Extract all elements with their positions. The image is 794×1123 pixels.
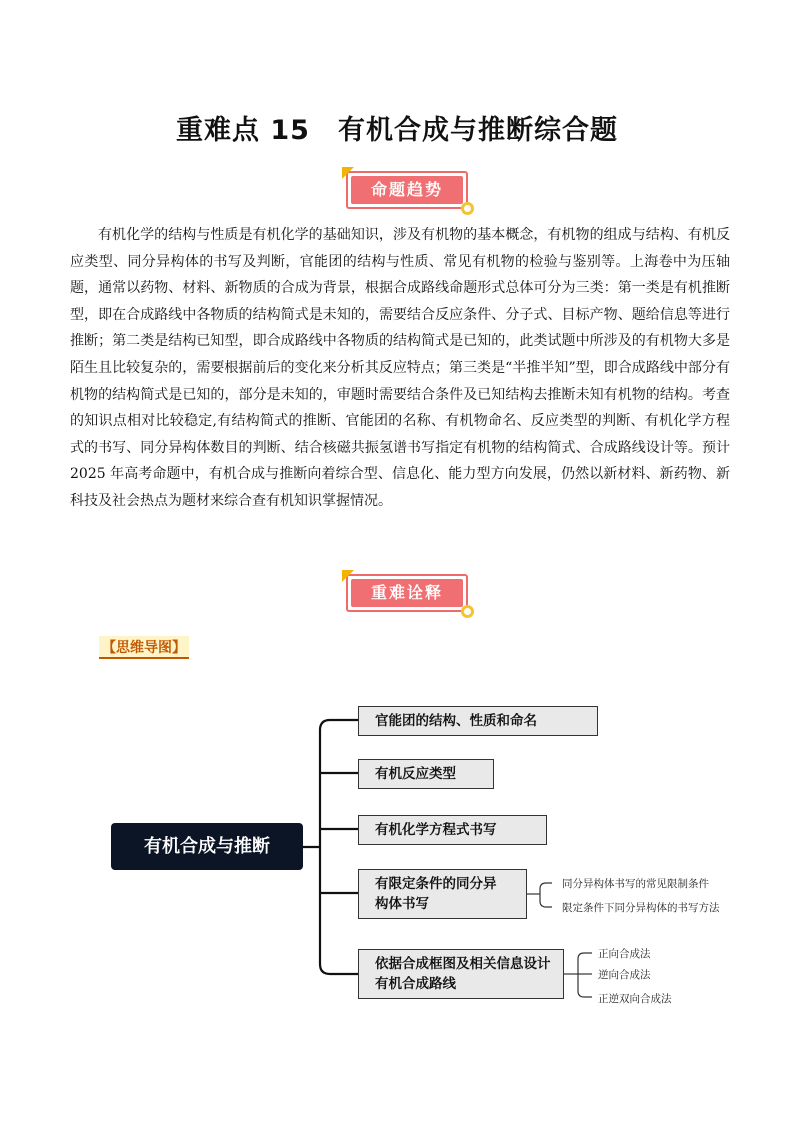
mindmap-root: 有机合成与推断 [111,823,303,870]
mindmap-node: 有机化学方程式书写 [358,815,547,845]
badge-label: 命题趋势 [351,176,463,204]
mindmap-leaf: 正向合成法 [598,948,651,960]
mindmap-leaf: 同分异构体书写的常见限制条件 [562,878,709,890]
mindmap-leaf: 限定条件下同分异构体的书写方法 [562,902,720,914]
trend-paragraph: 有机化学的结构与性质是有机化学的基础知识，涉及有机物的基本概念，有机物的组成与结构、有机反应类型、同分异构体的书写及判断，官能团的结构与性质、常见有机物的检验与鉴别等。上海卷中为压轴题，通常以药物、材料、新物质的合成为背景，根据合成路线命题形式总体可分为三类：第一类是有机推断型，即在合成路线中各物质的结构简式是未知的，需要结合反应条件、分子式、目标产物、题给信息等进行推断；第二类是结构已知型，即合成路线中各物质的结构简式是已知的，此类试题中所涉及的有机物大多是陌生且比较复杂的，需要根据前后的变化来分析其反应特点；第三类是“半推半知”型，即合成路线中部分有机物的结构简式是已知的，部分是未知的，审题时需要结合条件及已知结构去推断未知有机物的结构。考查的知识点相对比较稳定,有结构简式的推断、官能团的名称、有机物命名、反应类型的判断、有机化学方程式的书写、同分异构体数目的判断、结合核磁共振氢谱书写指定有机物的结构简式、合成路线设计等。预计 2025 年高考命题中，有机合成与推断向着综合型、信息化、能力型方向发展，仍然以新材料、新药物、新科技及社会热点为题材来综合查有机知识掌握情况。 [70,227,730,509]
mindmap-heading: 【思维导图】 [99,636,189,659]
mindmap-node: 有限定条件的同分异构体书写 [358,869,527,919]
mindmap-leaf: 逆向合成法 [598,969,651,981]
mindmap-node: 官能团的结构、性质和命名 [358,706,598,736]
mindmap-node: 依据合成框图及相关信息设计有机合成路线 [358,949,564,999]
page-title: 重难点 15 有机合成与推断综合题 [176,115,618,146]
badge-label: 重难诠释 [351,579,463,607]
mindmap-leaf: 正逆双向合成法 [598,993,672,1005]
mindmap-node: 有机反应类型 [358,759,494,789]
